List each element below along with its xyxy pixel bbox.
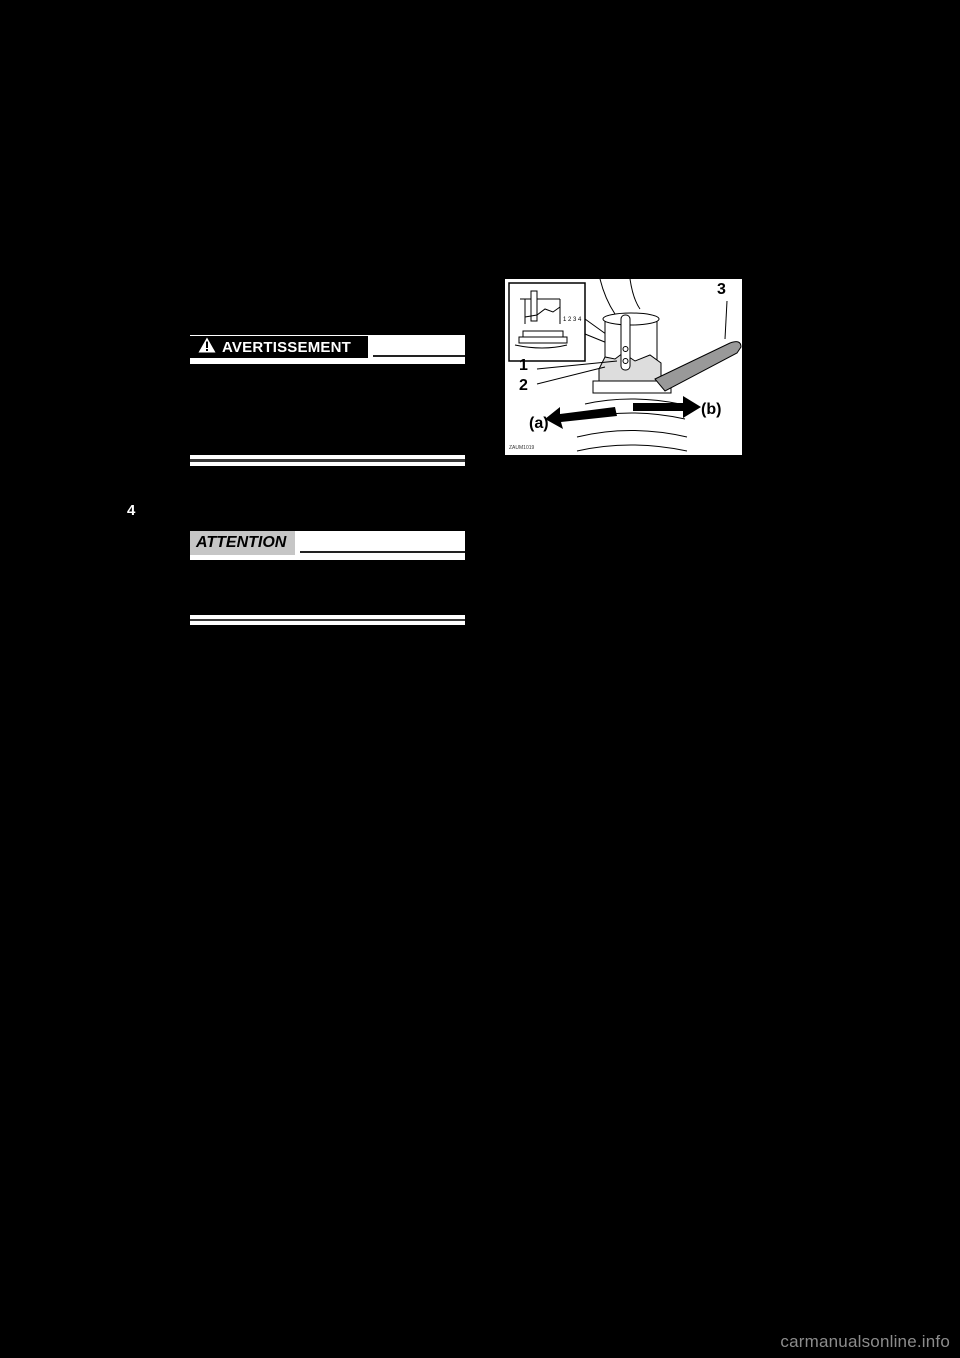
warning-triangle-icon — [198, 337, 216, 358]
shock-absorber-adjustment-figure — [505, 279, 742, 455]
warning-title: AVERTISSEMENT — [222, 338, 352, 356]
warning-box-bottom-rule — [190, 455, 465, 466]
attention-box-bottom-rule — [190, 615, 465, 625]
warning-box-header — [190, 335, 465, 358]
direction-label-b: (b) — [701, 401, 722, 418]
divider — [373, 355, 465, 357]
attention-box-header — [190, 531, 465, 555]
figure-code: ZAUM1019 — [509, 445, 535, 451]
site-watermark: carmanualsonline.info — [780, 1332, 950, 1351]
svg-text:1 2 3 4: 1 2 3 4 — [563, 317, 582, 323]
callout-3: 3 — [717, 281, 726, 298]
attention-label — [190, 531, 295, 555]
attention-title: ATTENTION — [196, 534, 287, 551]
callout-1: 1 — [519, 357, 528, 374]
attention-body-top — [190, 555, 465, 560]
callout-2: 2 — [519, 377, 528, 394]
direction-label-a: (a) — [529, 415, 549, 432]
divider — [300, 551, 465, 553]
warning-label — [190, 335, 368, 358]
warning-body-top — [190, 358, 465, 364]
chapter-tab-number: 4 — [127, 502, 136, 519]
